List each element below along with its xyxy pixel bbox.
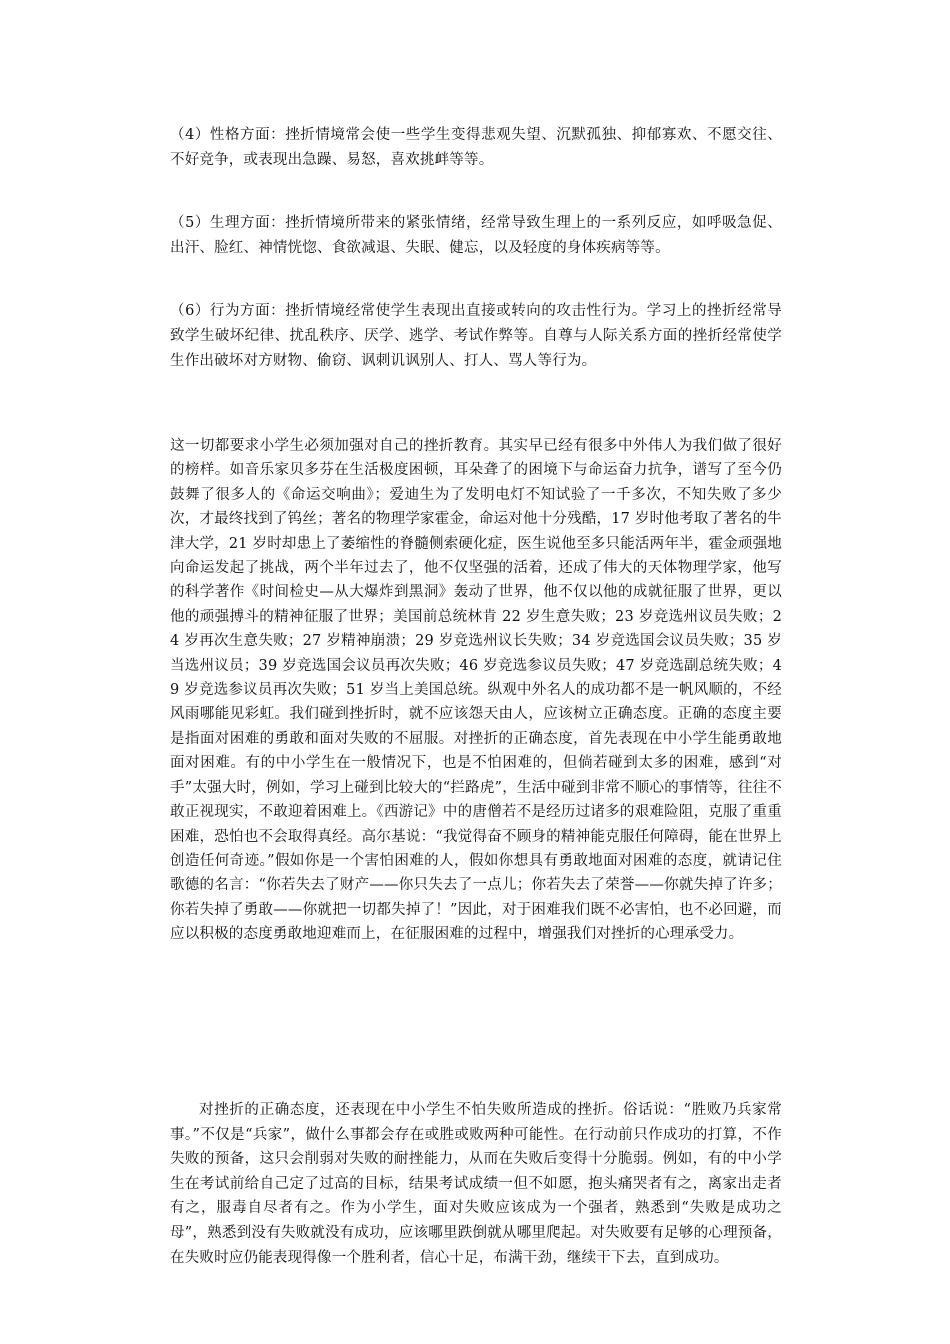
paragraph-physiology: （5）生理方面：挫折情境所带来的紧张情绪，经常导致生理上的一系列反应，如呼吸急促、出汗、脸红、神情恍惚、食欲减退、失眠、健忘，以及轻度的身体疾病等等。 [170,215,782,256]
paragraph-behavior: （6）行为方面：挫折情境经常使学生表现出直接或转向的攻击性行为。学习上的挫折经常导致学生破坏纪律、扰乱秩序、厌学、逃学、考试作弊等。自尊与人际关系方面的挫折经常使学生作出破坏对方财物、偷窃、讽刺讥讽别人、打人、骂人等行为。 [170,303,782,369]
paragraph-facing-failure: 对挫折的正确态度，还表现在中小学生不怕失败所造成的挫折。俗话说：“胜败乃兵家常事。”不仅是“兵家”，做什么事都会存在或胜或败两种可能性。在行动前只作成功的打算，不作失败的预备，这只会削弱对失败的耐挫能力，从而在失败后变得十分脆弱。例如，有的中小学生在考试前给自己定了过高的目标，结果考试成绩一但不如愿，抱头痛哭者有之，离家出走者有之，服毒自尽者有之。作为小学生，面对失败应该成为一个强者，熟悉到“失败是成功之母”，熟悉到没有失败就没有成功，应该哪里跌倒就从哪里爬起。对失败要有足够的心理预备，在失败时应仍能表现得像一个胜利者，信心十足，布满干劲，继续干下去，直到成功。 [170,1102,782,1266]
paragraph-personality: （4）性格方面：挫折情境常会使一些学生变得悲观失望、沉默孤独、抑郁寡欢、不愿交往、不好竞争，或表现出急躁、易怒，喜欢挑衅等等。 [170,127,782,168]
paragraph-facing-difficulty: 这一切都要求小学生必须加强对自己的挫折教育。其实早已经有很多中外伟人为我们做了很好的榜样。如音乐家贝多芬在生活极度困顿，耳朵聋了的困境下与命运奋力抗争，谱写了至今仍鼓舞了很多人的《命运交响曲》；爱迪生为了发明电灯不知试验了一千多次，不知失败了多少次，才最终找到了钨丝；著名的物理学家霍金，命运对他十分残酷，17 岁时他考取了著名的牛津大学，21 岁时却患上了萎缩性的脊髓侧索硬化症，医生说他至多只能活两年半，霍金顽强地向命运发起了挑战，两个半年过去了，他不仅坚强的活着，还成了伟大的天体物理学家，他写的科学著作《时间检史—从大爆炸到黑洞》轰动了世界，他不仅以他的成就征服了世界，更以他的顽强搏斗的精神征服了世界；美国前总统林肯 22 岁生意失败；23 岁竞选州议员失败；24 岁再次生意失败；27 岁精神崩溃；29 岁竞选州议长失败；34 岁竞选国会议员失败；35 岁当选州议员；39 岁竞选国会议员再次失败；46 岁竞选参议员失败；47 岁竞选副总统失败；49 岁竞选参议员再次失败；51 岁当上美国总统。纵观中外名人的成功都不是一帆风顺的，不经风雨哪能见彩虹。我们碰到挫折时，就不应该怨天由人，应该树立正确态度。正确的态度主要是指面对困难的勇敢和面对失败的不屈服。对挫折的正确态度，首先表现在中小学生能勇敢地面对困难。有的中小学生在一般情况下，也是不怕困难的，但倘若碰到太多的困难，感到“对手”太强大时，例如，学习上碰到比较大的“拦路虎”，生活中碰到非常不顺心的事情等，往往不敢正视现实，不敢迎着困难上。《西游记》中的唐僧若不是经历过诸多的艰难险阻，克服了重重困难，恐怕也不会取得真经。高尔基说：“我觉得奋不顾身的精神能克服任何障碍，能在世界上创造任何奇迹。”假如你是一个害怕困难的人，假如你想具有勇敢地面对困难的态度，就请记住歌德的名言：“你若失去了财产——你只失去了一点儿；你若失去了荣誉——你就失掉了许多；你若失掉了勇敢——你就把一切都失掉了！”因此，对于困难我们既不必害怕，也不必回避，而应以积极的态度勇敢地迎难而上，在征服困难的过程中，增强我们对挫折的心理承受力。 [170,438,782,943]
